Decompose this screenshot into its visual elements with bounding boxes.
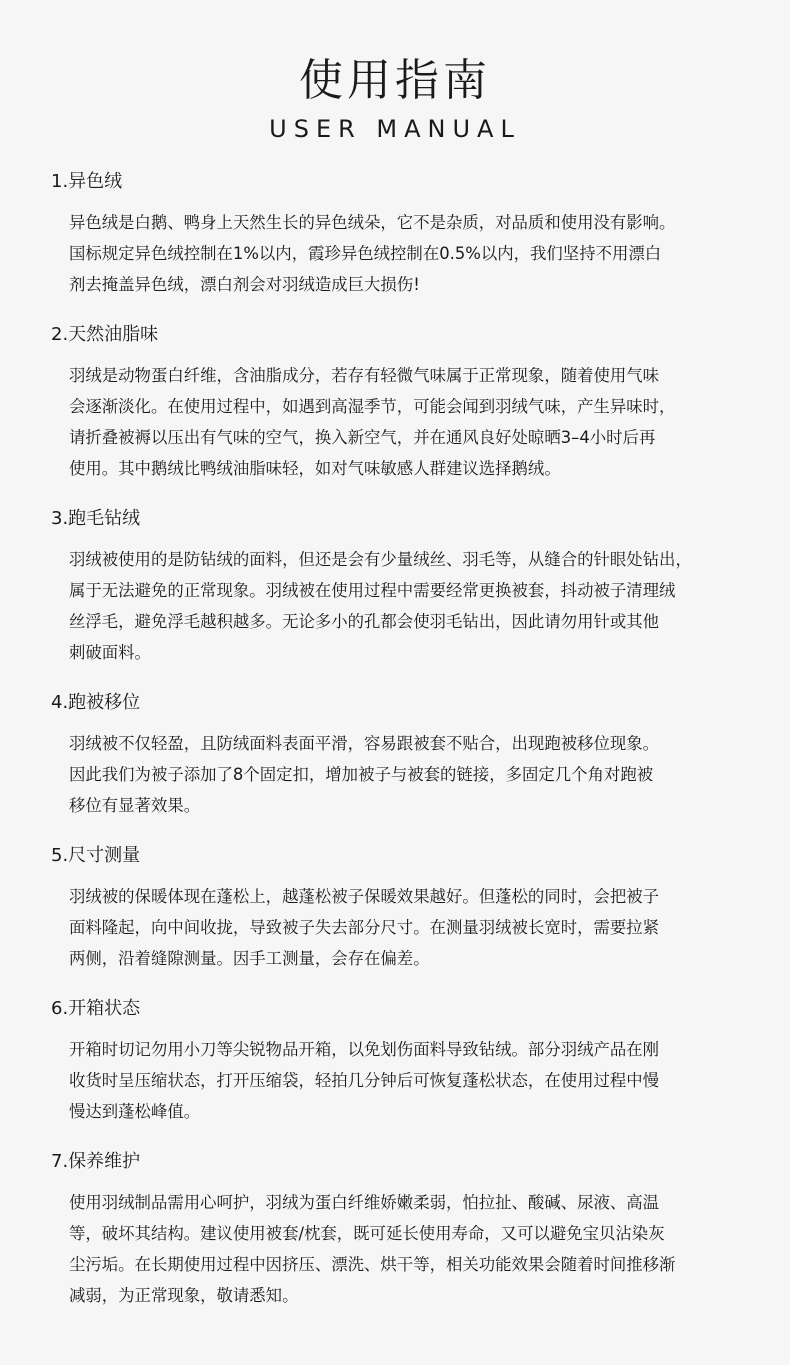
section-down-leakage: [51, 505, 751, 668]
section-title: 5.尺寸测量: [51, 845, 141, 866]
body-line: 使用。其中鹅绒比鸭绒油脂味轻，如对气味敏感人群建议选择鹅绒。: [69, 459, 561, 478]
body-line: 刺破面料。: [69, 643, 151, 662]
body-line: 因此我们为被子添加了8个固定扣，增加被子与被套的链接，多固定几个角对跑被: [69, 765, 654, 784]
body-line: 减弱，为正常现象，敬请悉知。: [69, 1286, 299, 1305]
body-line: 剂去掩盖异色绒，漂白剂会对羽绒造成巨大损伤!: [69, 275, 420, 294]
body-line: 等，破坏其结构。建议使用被套/枕套，既可延长使用寿命，又可以避免宝贝沾染灰: [69, 1224, 665, 1243]
body-line: 属于无法避免的正常现象。羽绒被在使用过程中需要经常更换被套，抖动被子清理绒: [69, 581, 676, 600]
body-line: 国标规定异色绒控制在1%以内，霞珍异色绒控制在0.5%以内，我们坚持不用漂白: [69, 244, 662, 263]
section-unboxing-state: [51, 995, 751, 1127]
section-quilt-shifting: [51, 689, 751, 821]
body-line: 移位有显著效果。: [69, 796, 201, 815]
section-off-color-down: [51, 168, 751, 300]
body-line: 羽绒被不仅轻盈，且防绒面料表面平滑，容易跟被套不贴合，出现跑被移位现象。: [69, 734, 660, 753]
body-line: 羽绒被使用的是防钻绒的面料，但还是会有少量绒丝、羽毛等，从缝合的针眼处钻出，: [69, 550, 692, 569]
section-title: 2.天然油脂味: [51, 324, 159, 345]
section-care-maintenance: [51, 1148, 751, 1311]
body-line: 羽绒是动物蛋白纤维，含油脂成分，若存有轻微气味属于正常现象，随着使用气味: [69, 366, 660, 385]
section-title: 3.跑毛钻绒: [51, 508, 141, 529]
section-body: [69, 1034, 759, 1127]
body-line: 慢达到蓬松峰值。: [69, 1102, 201, 1121]
body-line: 收货时呈压缩状态，打开压缩袋，轻拍几分钟后可恢复蓬松状态，在使用过程中慢: [69, 1071, 660, 1090]
body-line: 异色绒是白鹅、鸭身上天然生长的异色绒朵，它不是杂质，对品质和使用没有影响。: [69, 213, 676, 232]
section-body: [69, 207, 759, 300]
section-body: [69, 881, 759, 974]
section-size-measurement: [51, 842, 751, 974]
section-natural-oil-smell: [51, 321, 751, 484]
body-line: 会逐渐淡化。在使用过程中，如遇到高湿季节，可能会闻到羽绒气味，产生异味时，: [69, 397, 676, 416]
body-line: 丝浮毛，避免浮毛越积越多。无论多小的孔都会使羽毛钻出，因此请勿用针或其他: [69, 612, 660, 631]
body-line: 请折叠被褥以压出有气味的空气，换入新空气，并在通风良好处晾晒3–4小时后再: [69, 428, 656, 447]
section-body: [69, 360, 759, 484]
section-title: 6.开箱状态: [51, 998, 141, 1019]
body-line: 使用羽绒制品需用心呵护，羽绒为蛋白纤维娇嫩柔弱，怕拉扯、酸碱、尿液、高温: [69, 1193, 660, 1212]
manual-sections: [51, 168, 751, 1332]
page-subtitle: USER MANUAL: [269, 115, 521, 143]
section-body: [69, 1187, 759, 1311]
body-line: 两侧，沿着缝隙测量。因手工测量，会存在偏差。: [69, 949, 430, 968]
page-header: [0, 0, 790, 144]
section-title: 1.异色绒: [51, 171, 123, 192]
section-title: 4.跑被移位: [51, 692, 141, 713]
body-line: 羽绒被的保暖体现在蓬松上，越蓬松被子保暖效果越好。但蓬松的同时，会把被子: [69, 887, 660, 906]
section-title: 7.保养维护: [51, 1151, 141, 1172]
body-line: 面料隆起，向中间收拢，导致被子失去部分尺寸。在测量羽绒被长宽时，需要拉紧: [69, 918, 660, 937]
body-line: 开箱时切记勿用小刀等尖锐物品开箱，以免划伤面料导致钻绒。部分羽绒产品在刚: [69, 1040, 660, 1059]
body-line: 尘污垢。在长期使用过程中因挤压、漂洗、烘干等，相关功能效果会随着时间推移渐: [69, 1255, 676, 1274]
section-body: [69, 728, 759, 821]
page-title: 使用指南: [299, 55, 491, 106]
section-body: [69, 544, 759, 668]
